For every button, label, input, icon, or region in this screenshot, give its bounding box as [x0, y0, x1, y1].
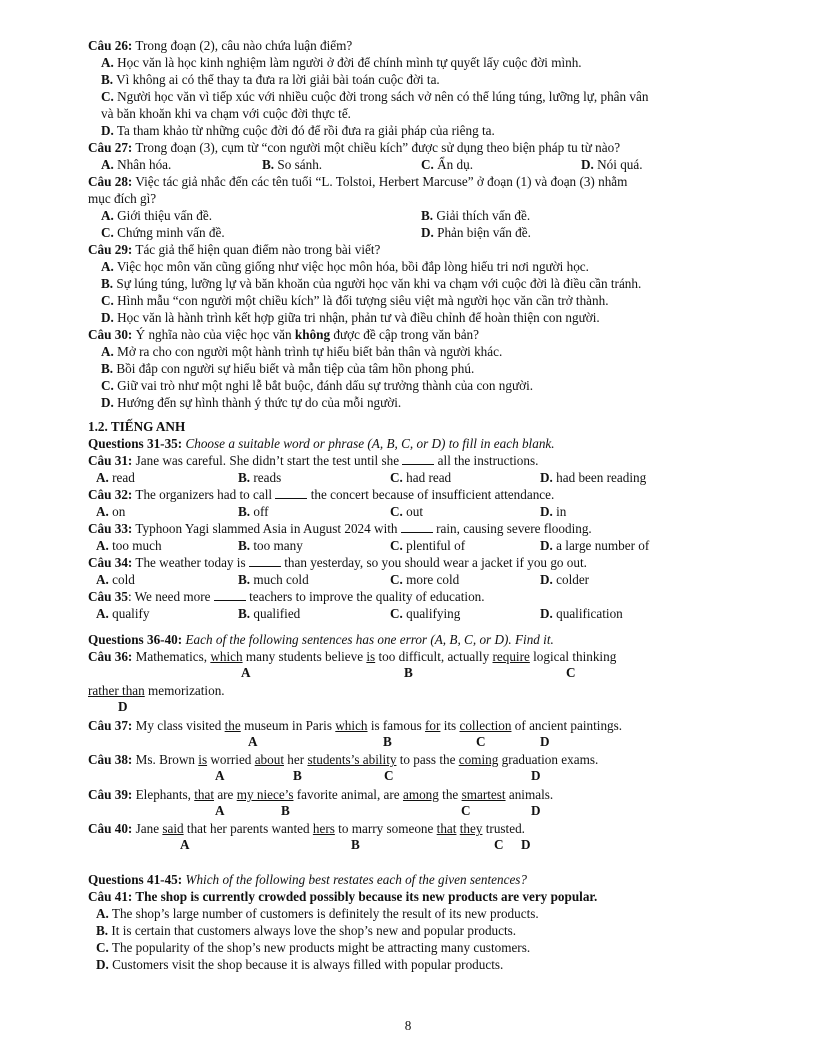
option: D. Nói quá. [581, 157, 643, 172]
option: C. Giữ vai trò như một nghi lễ bắt buộc, đánh dấu sự trưởng thành của con người. [101, 378, 534, 393]
error-mark: A [215, 803, 225, 818]
option: D. Hướng đến sự hình thành ý thức tự do của mỗi người. [101, 395, 402, 410]
question-28: Câu 28: Việc tác giả nhắc đến các tên tuổi “L. Tolstoi, Herbert Marcuse” ở đoạn (1) và đoạn (3) nhằm [88, 174, 628, 189]
option: C. out [390, 504, 423, 519]
option: B. too many [238, 538, 303, 553]
question-38: Câu 38: Ms. Brown is worried about her students’s ability to pass the coming graduation exams. [88, 752, 599, 767]
error-mark: B [293, 768, 302, 783]
blank [214, 590, 246, 601]
group-instruction: Questions 41-45: Which of the following best restates each of the given sentences? [88, 872, 528, 887]
page-number: 8 [404, 1018, 412, 1033]
question-text: Trong đoạn (2), câu nào chứa luận điểm? [132, 38, 353, 53]
blank [402, 454, 434, 465]
error-mark: C [461, 803, 471, 818]
option: C. qualifying [390, 606, 461, 621]
option: C. had read [390, 470, 452, 485]
option: B. Vì không ai có thể thay ta đưa ra lời giải bài toán cuộc đời ta. [101, 72, 440, 87]
option: B. It is certain that customers always love the shop’s new and popular products. [96, 923, 517, 938]
question-37: Câu 37: My class visited the museum in Paris which is famous for its collection of ancient paintings. [88, 718, 623, 733]
option: B. much cold [238, 572, 309, 587]
option: D. Customers visit the shop because it is always filled with popular products. [96, 957, 504, 972]
option-continuation: và băn khoăn khi va chạm với cuộc đời thực tế. [101, 106, 351, 121]
option: A. Học văn là học kinh nghiệm làm người ở đời để chính mình tự quyết lấy cuộc đời mình. [101, 55, 582, 70]
question-41: Câu 41: The shop is currently crowded possibly because its new products are very popular. [88, 889, 598, 904]
option: B. qualified [238, 606, 301, 621]
error-mark: C [476, 734, 486, 749]
error-mark: A [248, 734, 258, 749]
error-mark: D [531, 768, 541, 783]
option: B. Bồi đắp con người sự hiểu biết và mẫn tiệp của tâm hồn phong phú. [101, 361, 475, 376]
question-36-cont: rather than memorization. [88, 683, 225, 698]
error-mark: B [404, 665, 413, 680]
option: D. qualification [540, 606, 623, 621]
option: C. Hình mẫu “con người một chiều kích” là đối tượng siêu việt mà người học văn cần trở thành. [101, 293, 609, 308]
option: A. Nhân hóa. [101, 157, 172, 172]
error-mark: A [180, 837, 190, 852]
error-mark: D [118, 699, 128, 714]
option: C. Chứng minh vấn đề. [101, 225, 225, 240]
error-mark: B [351, 837, 360, 852]
option: C. The popularity of the shop’s new products might be attracting many customers. [96, 940, 531, 955]
question-33: Câu 33: Typhoon Yagi slammed Asia in August 2024 with rain, causing severe flooding. [88, 521, 592, 536]
option: A. The shop’s large number of customers is definitely the result of its new products. [96, 906, 539, 921]
option: A. qualify [96, 606, 150, 621]
option: B. reads [238, 470, 282, 485]
section-title: 1.2. TIẾNG ANH [88, 419, 186, 434]
error-mark: B [383, 734, 392, 749]
group-instruction: Questions 36-40: Each of the following sentences has one error (A, B, C, or D). Find it. [88, 632, 554, 647]
option: D. a large number of [540, 538, 650, 553]
question-32: Câu 32: The organizers had to call the concert because of insufficient attendance. [88, 487, 555, 502]
error-mark: C [566, 665, 576, 680]
option: C. Người học văn vì tiếp xúc với nhiều cuộc đời trong sách vở nên có thể lúng túng, lưỡng lự, phân vân [101, 89, 649, 104]
error-mark: C [494, 837, 504, 852]
error-mark: A [241, 665, 251, 680]
option: A. cold [96, 572, 135, 587]
option: B. Sự lúng túng, lưỡng lự và băn khoăn của người học văn khi va chạm với cuộc đời là điều cần tránh. [101, 276, 642, 291]
question-30: Câu 30: Ý nghĩa nào của việc học văn không được đề cập trong văn bản? [88, 327, 479, 342]
option: C. Ẩn dụ. [421, 157, 474, 172]
question-31: Câu 31: Jane was careful. She didn’t start the test until she all the instructions. [88, 453, 539, 468]
option: B. Giải thích vấn đề. [421, 208, 531, 223]
option: D. in [540, 504, 567, 519]
question-26 [88, 38, 352, 54]
option: A. on [96, 504, 126, 519]
question-number: Câu 26: [88, 38, 133, 53]
question-39: Câu 39: Elephants, that are my niece’s favorite animal, are among the smartest animals. [88, 787, 554, 802]
error-mark: D [521, 837, 531, 852]
error-mark: C [384, 768, 394, 783]
question-34: Câu 34: The weather today is than yesterday, so you should wear a jacket if you go out. [88, 555, 587, 570]
question-29: Câu 29: Tác giả thể hiện quan điểm nào trong bài viết? [88, 242, 381, 257]
error-mark: D [540, 734, 550, 749]
option: D. Học văn là hành trình kết hợp giữa tri nhận, phản tư và điều chỉnh để hoàn thiện con người. [101, 310, 600, 325]
option: A. read [96, 470, 135, 485]
blank [401, 522, 433, 533]
option: D. Phản biện vấn đề. [421, 225, 531, 240]
option: D. colder [540, 572, 590, 587]
blank [275, 488, 307, 499]
option: A. Việc học môn văn cũng giống như việc học môn hóa, bồi đắp lòng hiếu tri nơi người học. [101, 259, 589, 274]
option: A. Mở ra cho con người một hành trình tự hiểu biết bản thân và người khác. [101, 344, 503, 359]
option: B. off [238, 504, 269, 519]
question-35: Câu 35: We need more teachers to improve the quality of education. [88, 589, 485, 604]
option: B. So sánh. [262, 157, 323, 172]
question-36: Câu 36: Mathematics, which many students believe is too difficult, actually require logical thinking [88, 649, 617, 664]
error-mark: D [531, 803, 541, 818]
group-instruction: Questions 31-35: Choose a suitable word or phrase (A, B, C, or D) to fill in each blank. [88, 436, 555, 451]
option: C. plentiful of [390, 538, 466, 553]
error-mark: A [215, 768, 225, 783]
question-28-cont: mục đích gì? [88, 191, 157, 206]
blank [249, 556, 281, 567]
option: D. Ta tham khảo từ những cuộc đời đó để rồi đưa ra giải pháp của riêng ta. [101, 123, 495, 138]
question-27: Câu 27: Trong đoạn (3), cụm từ “con người một chiều kích” được sử dụng theo biện pháp tu từ nào? [88, 140, 621, 155]
error-mark: B [281, 803, 290, 818]
option: A. Giới thiệu vấn đề. [101, 208, 212, 223]
question-40: Câu 40: Jane said that her parents wanted hers to marry someone that they trusted. [88, 821, 525, 836]
option: C. more cold [390, 572, 460, 587]
option: D. had been reading [540, 470, 647, 485]
option: A. too much [96, 538, 162, 553]
